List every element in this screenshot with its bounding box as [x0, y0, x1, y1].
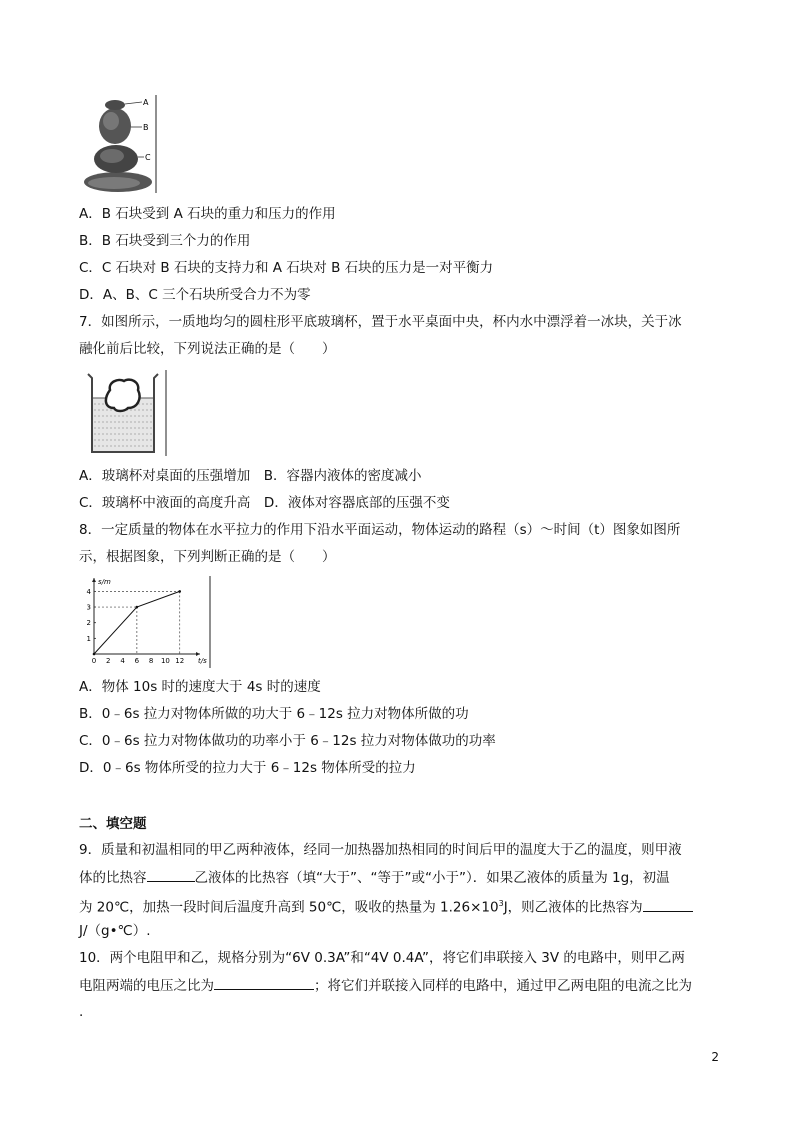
y-axis-label: s/m	[98, 578, 111, 586]
q8-option-c: C．0﹣6s 拉力对物体做功的功率小于 6﹣12s 拉力对物体做功的功率	[79, 733, 496, 749]
x-tick-label: 10	[160, 657, 170, 665]
y-tick-label: 2	[86, 619, 91, 628]
y-tick-label: 3	[86, 603, 91, 612]
q9-line2-start: 体的比热容	[79, 870, 147, 886]
q9-blank-1[interactable]	[147, 867, 195, 882]
data-point	[178, 590, 181, 593]
stones-figure	[82, 95, 162, 193]
q9-line3-start: 为 20℃，加热一段时间后温度升高到 50℃，吸收的热量为 1.26×10	[79, 899, 499, 916]
q8-option-d: D．0﹣6s 物体所受的拉力大于 6﹣12s 物体所受的拉力	[79, 760, 416, 776]
q6-option-d: D．A、B、C 三个石块所受合力不为零	[79, 287, 311, 303]
q7-options-row2: C．玻璃杯中液面的高度升高 D．液体对容器底部的压强不变	[79, 495, 450, 511]
q8-option-a: A．物体 10s 时的速度大于 4s 时的速度	[79, 679, 321, 695]
label-b: B	[143, 123, 149, 132]
q10-line3: .	[79, 1004, 84, 1020]
x-tick-label: 8	[148, 657, 154, 665]
q9-line3-exponent: 3	[498, 899, 504, 908]
q7-options-row1: A．玻璃杯对桌面的压强增加 B．容器内液体的密度减小	[79, 468, 422, 484]
label-c: C	[145, 153, 151, 162]
q10-line1: 10．两个电阻甲和乙，规格分别为“6V 0.3A”和“4V 0.4A”，将它们串联接入 3V 的电路中，则甲乙两	[79, 950, 685, 966]
q6-option-c: C．C 石块对 B 石块的支持力和 A 石块对 B 石块的压力是一对平衡力	[79, 260, 494, 276]
data-point	[136, 606, 139, 609]
section-title: 二、填空题	[79, 816, 147, 832]
q9-line3	[79, 894, 693, 918]
x-tick-label: 12	[175, 657, 185, 665]
page-number: 2	[711, 1050, 719, 1064]
x-tick-label: 0	[91, 657, 97, 665]
q10-blank-1[interactable]	[214, 975, 314, 990]
q10-line2-start: 电阻两端的电压之比为	[79, 978, 214, 994]
q9-line3-end: J，则乙液体的比热容为	[503, 899, 643, 916]
q6-option-a: A．B 石块受到 A 石块的重力和压力的作用	[79, 206, 336, 222]
q9-line2-end: 乙液体的比热容（填“大于”、“等于”或“小于”）．如果乙液体的质量为 1g，初温	[194, 870, 670, 886]
x-tick-label: 4	[120, 657, 125, 665]
x-axis-arrow	[196, 652, 200, 656]
q9-line4: J/（g•℃）.	[79, 923, 151, 939]
y-tick-label: 1	[86, 634, 91, 643]
q9-line2	[79, 867, 670, 888]
x-axis-label: t/s	[198, 657, 207, 665]
y-axis-arrow	[92, 578, 96, 582]
x-tick-label: 6	[134, 657, 140, 665]
q9-blank-2[interactable]	[643, 897, 693, 912]
glass-figure	[82, 368, 170, 458]
label-a: A	[143, 98, 149, 107]
x-tick-label: 2	[106, 657, 111, 665]
q8-option-b: B．0﹣6s 拉力对物体所做的功大于 6﹣12s 拉力对物体所做的功	[79, 706, 469, 722]
q8-stem-line2: 示，根据图象，下列判断正确的是（ ）	[79, 549, 336, 565]
q7-stem-line2: 融化前后比较，下列说法正确的是（ ）	[79, 341, 336, 357]
q8-stem-line1: 8．一定质量的物体在水平拉力的作用下沿水平面运动，物体运动的路程（s）～时间（t）图象如图所	[79, 522, 681, 538]
st-graph	[82, 576, 214, 668]
y-tick-label: 4	[86, 587, 91, 596]
q6-option-b: B．B 石块受到三个力的作用	[79, 233, 251, 249]
q10-line2	[79, 975, 692, 996]
q9-line1: 9．质量和初温相同的甲乙两种液体，经同一加热器加热相同的时间后甲的温度大于乙的温度，则甲液	[79, 842, 682, 858]
data-point	[93, 653, 96, 656]
q10-line2-end: ；将它们并联接入同样的电路中，通过甲乙两电阻的电流之比为	[314, 978, 692, 994]
q7-stem-line1: 7．如图所示，一质地均匀的圆柱形平底玻璃杯，置于水平桌面中央，杯内水中漂浮着一冰块，关于冰	[79, 314, 682, 330]
